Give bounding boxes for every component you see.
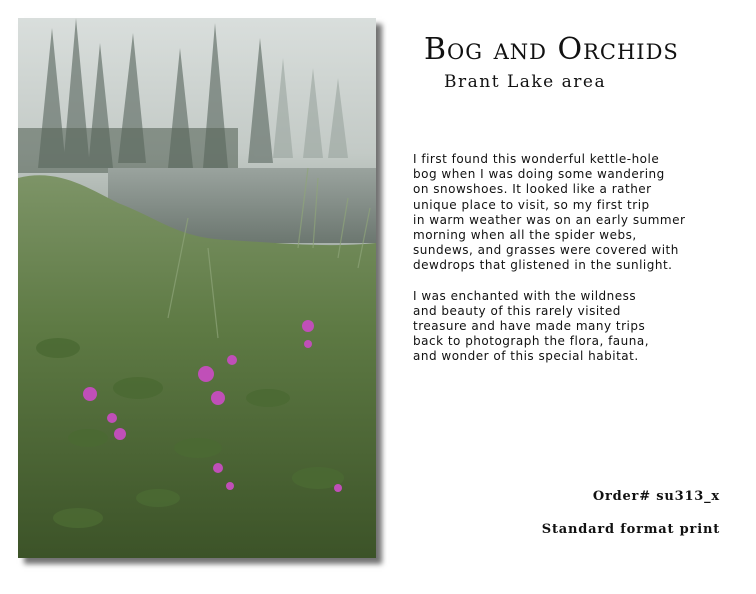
text-line: treasure and have made many trips xyxy=(413,319,646,334)
text-line: and wonder of this special habitat. xyxy=(413,349,639,364)
text-line: in warm weather was on an early summer xyxy=(413,212,686,227)
text-line: and beauty of this rarely visited xyxy=(413,303,621,318)
text-line: back to photograph the flora, fauna, xyxy=(413,334,650,349)
description-paragraph-1 xyxy=(413,152,749,274)
order-number: Order# su313_x xyxy=(592,489,720,504)
text-line: dewdrops that glistened in the sunlight. xyxy=(413,258,673,273)
description-text xyxy=(413,152,749,380)
page-title: Bog and Orchids xyxy=(424,32,679,67)
page-subtitle: Brant Lake area xyxy=(444,72,607,92)
text-line: bog when I was doing some wandering xyxy=(413,167,665,182)
text-line: I was enchanted with the wildness xyxy=(413,288,637,303)
text-line: I first found this wonderful kettle-hole xyxy=(413,152,660,166)
print-format: Standard format print xyxy=(541,522,720,537)
bog-photograph xyxy=(18,18,376,558)
text-line: on snowshoes. It looked like a rather xyxy=(413,182,652,197)
text-line: unique place to visit, so my first trip xyxy=(413,197,650,212)
text-line: morning when all the spider webs, xyxy=(413,228,637,243)
description-paragraph-2 xyxy=(413,289,749,365)
text-line: sundews, and grasses were covered with xyxy=(413,243,679,258)
